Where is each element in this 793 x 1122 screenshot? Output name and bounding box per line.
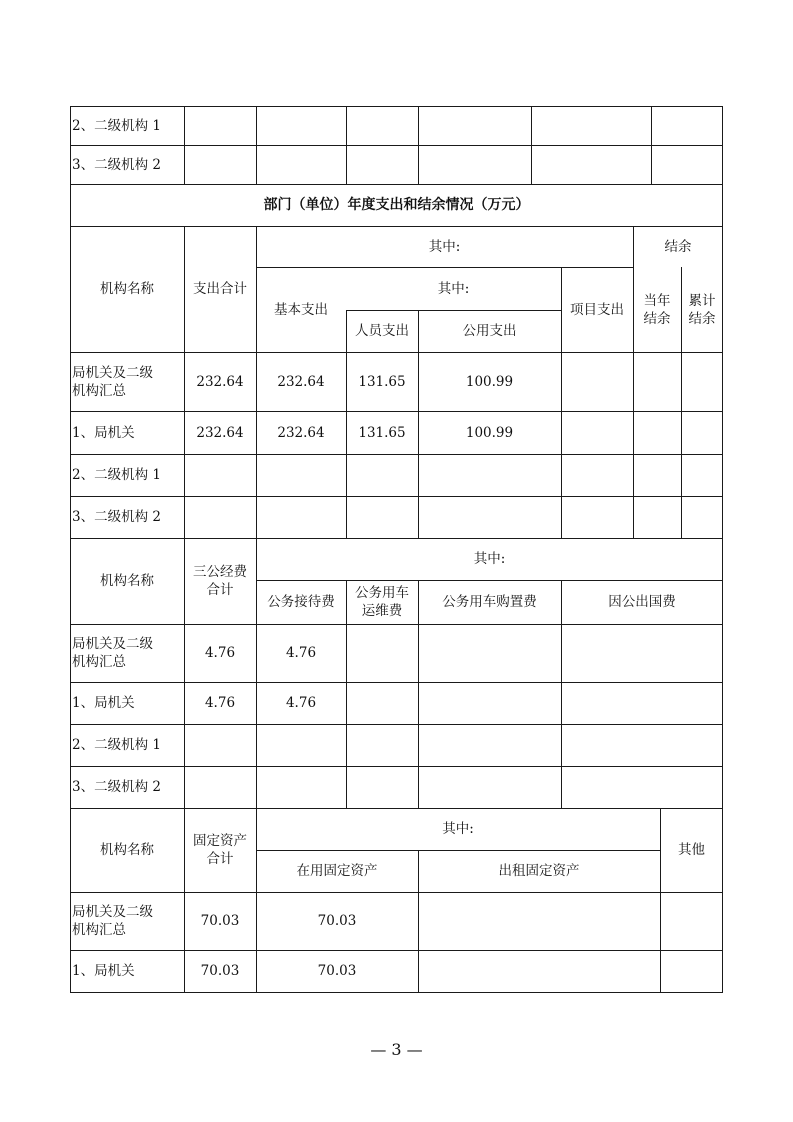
org-name-cell: 3、二级机构 2	[72, 779, 161, 795]
total-cell: 70.03	[200, 963, 240, 979]
rule	[651, 106, 652, 184]
header-vehicle-purchase: 公务用车购置费	[442, 594, 537, 610]
header-org-name: 机构名称	[100, 281, 154, 297]
page-number: — 3 —	[370, 1040, 423, 1059]
personnel-cell: 131.65	[358, 373, 406, 390]
public-use-cell: 100.99	[465, 373, 514, 390]
org-name-cell: 2、二级机构 1	[72, 737, 161, 753]
header-leased: 出租固定资产	[498, 863, 580, 879]
org-name-cell: 1、局机关	[72, 695, 135, 711]
in-use-cell: 70.03	[317, 963, 357, 979]
header-public-use: 公用支出	[462, 323, 517, 339]
org-name-cell: 1、局机关	[72, 424, 135, 441]
reception-cell: 4.76	[285, 695, 317, 711]
header-vehicle-ops: 公务用车 运维费	[355, 585, 409, 619]
header-current-year: 当年 结余	[643, 292, 671, 327]
header-basic: 基本支出	[274, 301, 328, 318]
header-of-which-basic: 其中:	[437, 280, 470, 297]
org-name-cell: 局机关及二级 机构汇总	[72, 904, 153, 938]
org-name-cell: 3、二级机构 2	[72, 509, 161, 525]
in-use-cell: 70.03	[317, 913, 357, 929]
org-name-cell: 2、二级机构 1	[72, 467, 161, 483]
section-title: 部门（单位）年度支出和结余情况（万元）	[263, 197, 530, 213]
header-balance: 结余	[664, 238, 692, 255]
rule	[418, 106, 419, 184]
rule	[346, 106, 347, 184]
header-overseas: 因公出国费	[608, 594, 676, 610]
total-cell: 70.03	[200, 913, 240, 929]
rule	[70, 992, 723, 993]
header-org-name: 机构名称	[100, 842, 154, 858]
org-name-cell: 局机关及二级 机构汇总	[72, 636, 153, 670]
header-sangong-total: 三公经费 合计	[193, 564, 247, 598]
public-use-cell: 100.99	[465, 424, 514, 441]
header-fixed-assets-total: 固定资产 合计	[193, 833, 247, 867]
total-cell: 232.64	[196, 424, 244, 441]
total-cell: 232.64	[196, 373, 244, 390]
header-personnel: 人员支出	[355, 323, 409, 339]
header-cumulative: 累计 结余	[688, 292, 716, 327]
header-project: 项目支出	[570, 301, 624, 318]
header-of-which: 其中:	[442, 821, 474, 837]
header-of-which: 其中:	[473, 551, 506, 567]
total-cell: 4.76	[204, 645, 236, 661]
org-name-cell: 3、二级机构 2	[72, 156, 161, 173]
header-of-which: 其中:	[428, 238, 461, 255]
header-in-use: 在用固定资产	[296, 863, 378, 879]
personnel-cell: 131.65	[358, 424, 406, 441]
reception-cell: 4.76	[285, 645, 317, 661]
rule	[531, 106, 532, 184]
basic-cell: 232.64	[277, 373, 325, 390]
org-name-cell: 2、二级机构 1	[72, 117, 161, 134]
header-total: 支出合计	[193, 281, 247, 297]
org-name-cell: 局机关及二级 机构汇总	[72, 364, 153, 399]
rule	[256, 106, 257, 184]
total-cell: 4.76	[204, 695, 236, 711]
rule	[184, 106, 185, 184]
basic-cell: 232.64	[277, 424, 325, 441]
header-org-name: 机构名称	[100, 573, 154, 589]
org-name-cell: 1、局机关	[72, 963, 135, 979]
header-reception: 公务接待费	[267, 594, 335, 610]
header-other: 其他	[678, 842, 705, 858]
